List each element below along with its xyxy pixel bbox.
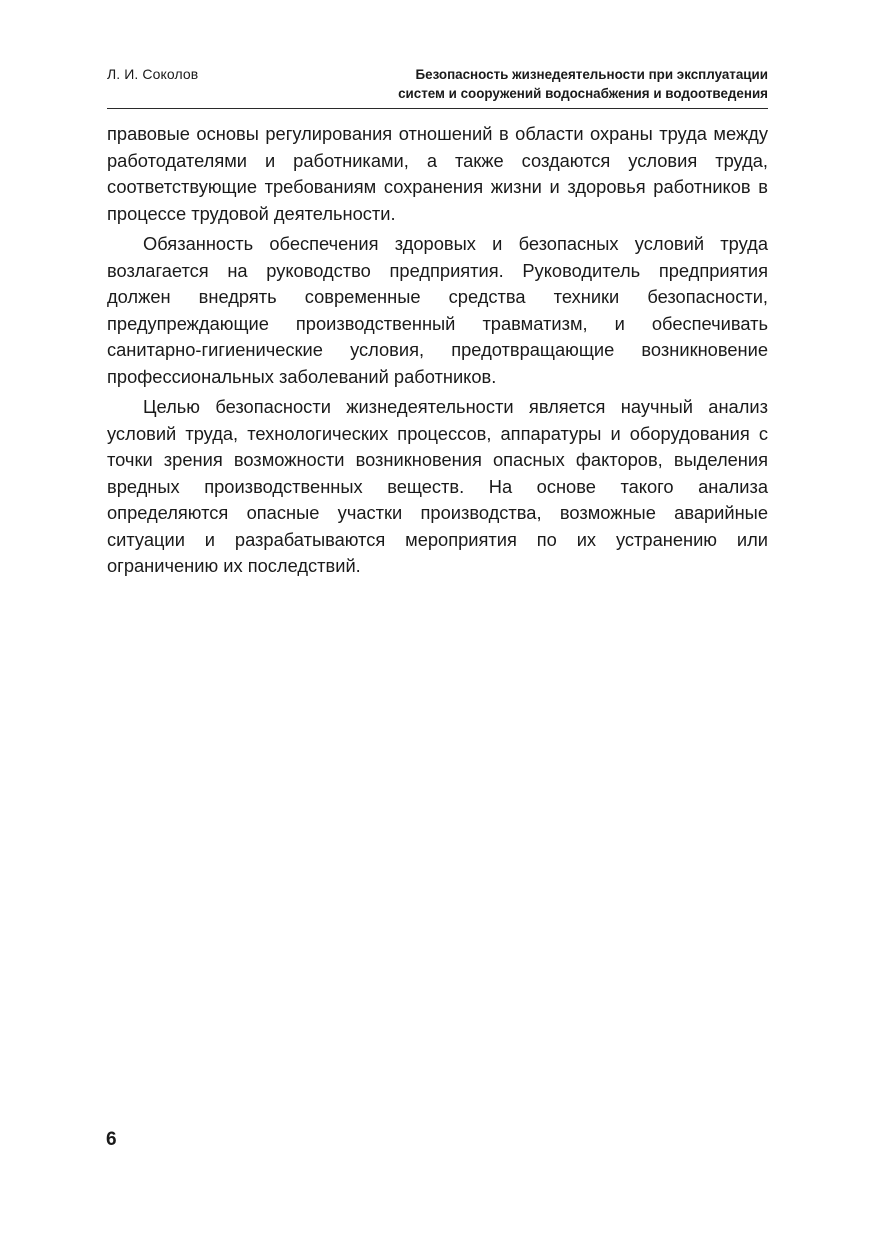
body-text [107, 121, 768, 584]
paragraph-2: Обязанность обеспечения здоровых и безопасных условий труда возлагается на руководство предприятия. Руководитель предприятия должен внедрять современные средства техники безопасности, предупреждающие производственный травматизм, и обеспечивать санитарно-гигиенические условия, предотвращающие возникновение профессиональных заболеваний работников. [107, 233, 768, 387]
header-title-line-2: систем и сооружений водоснабжения и водоотведения [398, 86, 768, 101]
header-author: Л. И. Соколов [107, 66, 199, 82]
page-number: 6 [106, 1129, 117, 1150]
header-book-title [398, 65, 768, 103]
paragraph-3: Целью безопасности жизнедеятельности является научный анализ условий труда, технологических процессов, аппаратуры и оборудования с точки зрения возможности возникновения опасных факторов, выделения вредных производственных веществ. На основе такого анализа определяются опасные участки производства, возможные аварийные ситуации и разрабатываются мероприятия по их устранению или ограничению их последствий. [107, 396, 768, 576]
header-title-line-1: Безопасность жизнедеятельности при эксплуатации [415, 67, 768, 82]
running-header [107, 64, 768, 109]
paragraph-1: правовые основы регулирования отношений в области охраны труда между работодателями и работниками, а также создаются условия труда, соответствующие требованиям сохранения жизни и здоровья работников в процессе трудовой деятельности. [107, 123, 768, 224]
